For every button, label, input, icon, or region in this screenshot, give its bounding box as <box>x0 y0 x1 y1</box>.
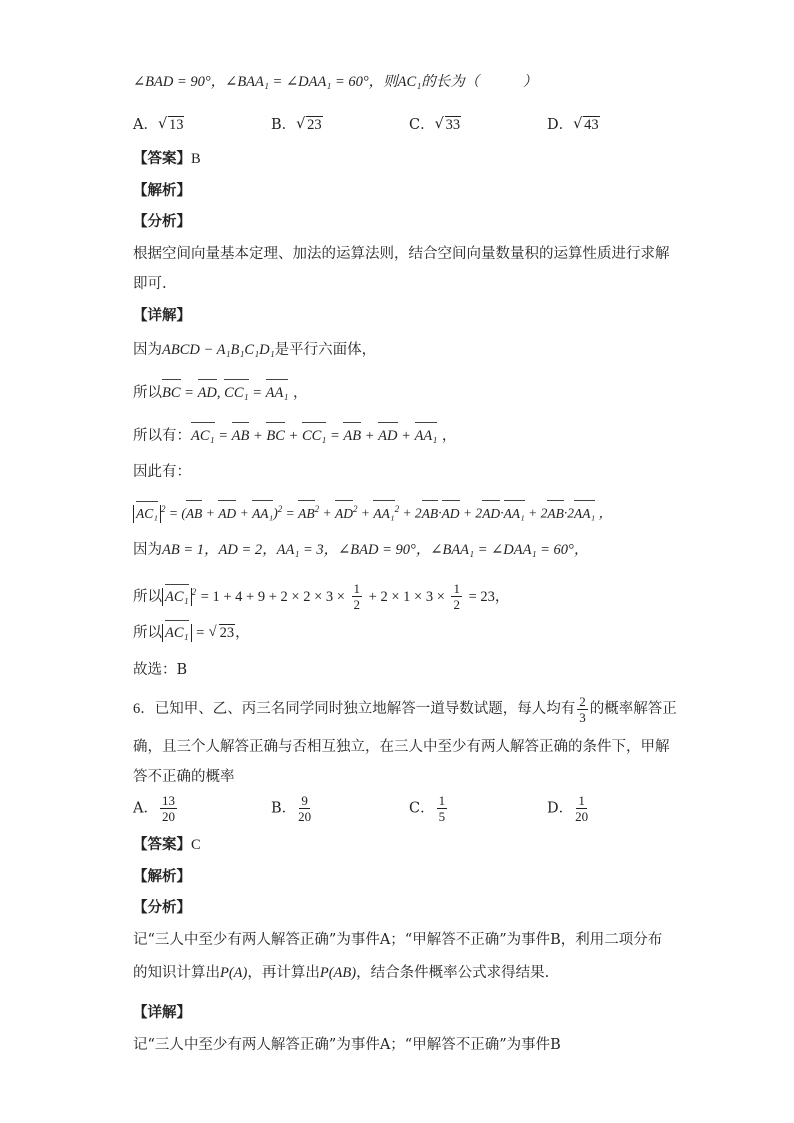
q5-option-c[interactable]: C．√ 33 <box>409 113 461 134</box>
q6-stem-line-2: 确，且三个人解答正确与否相互独立，在三人中至少有两人解答正确的条件下，甲解 <box>133 739 670 755</box>
q6-option-a[interactable]: A． $\frac{13}{20}$ <box>133 793 175 824</box>
q5-answer: 【答案】B <box>133 150 201 167</box>
q5-detail-2: 所以BC = AD, CC₁ = AA₁ ， <box>133 385 308 401</box>
q6-option-b[interactable]: B． $\frac{9}{20}$ <box>271 793 312 824</box>
q6-fenxi-line-2: 的知识计算出P(A)，再计算出P(AB)，结合条件概率公式求得结果. <box>133 965 550 981</box>
fraction-half: $\frac{1}{2}$ <box>353 581 361 613</box>
q5-detail-4: 因此有： <box>133 464 191 480</box>
q5-fenxi-label: 【分析】 <box>133 213 191 230</box>
q5-detail-7: 所以 AC₁ $^2$ = 1 + 4 + 9 + 2 × 2 × 3 × $\frac{1}{2}$ + 2 × 1 × 3 × $\frac{1}{2}$ = 23， <box>133 581 510 613</box>
q6-answer: 【答案】C <box>133 836 201 853</box>
q5-detail-6: 因为AB = 1，AD = 2，AA₁ = 3，∠BAD = 90°，∠BAA₁ = ∠DAA₁ = 60°， <box>133 542 589 558</box>
q5-detail-5-expansion: AC₁ $^2$ = (AB + AD + $AA_1)^2 = AB^2 + AD^2 + AA_1^2 + 2AB\cdot AD + 2AD\cdot AA_1 + 2AB\cdot 2AA_1$ ， <box>133 499 612 524</box>
q6-fenxi-label: 【分析】 <box>133 899 191 916</box>
q5-detail-8: 所以 AC₁ = √ 23， <box>133 623 250 643</box>
fraction-half: $\frac{1}{2}$ <box>453 581 460 613</box>
q5-fenxi-line-1: 根据空间向量基本定理、加法的运算法则，结合空间向量数量积的运算性质进行求解 <box>133 246 670 262</box>
q5-option-b[interactable]: B．√ 23 <box>271 113 323 134</box>
q5-stem-continuation: ∠BAD = 90°，∠BAA₁ = ∠DAA₁ = 60°，则AC₁的长为（ ） <box>133 74 538 90</box>
q5-option-a[interactable]: A．√ 13 <box>133 113 184 134</box>
q6-detail-label: 【详解】 <box>133 1004 191 1021</box>
q6-stem-line-3: 答不正确的概率 <box>133 769 235 785</box>
q5-detail-3: 所以有：AC₁ = AB + BC + CC₁ = AB + AD + AA₁ ， <box>133 428 457 444</box>
q6-option-d[interactable]: D． $\frac{1}{20}$ <box>547 793 589 824</box>
q5-detail-1: 因为ABCD − A₁B₁C₁D₁是平行六面体， <box>133 342 377 358</box>
q5-detail-9: 故选：B <box>133 662 188 678</box>
q5-detail-label: 【详解】 <box>133 307 191 324</box>
q5-fenxi-line-2: 即可. <box>133 276 167 292</box>
q6-option-c[interactable]: C． $\frac{1}{5}$ <box>409 793 446 824</box>
q6-probability-fraction: $\frac{2}{3}$ <box>579 693 586 725</box>
q6-fenxi-line-1: 记“三人中至少有两人解答正确”为事件A；“甲解答不正确”为事件B，利用二项分布 <box>133 932 663 948</box>
q6-analysis-label: 【解析】 <box>133 868 191 885</box>
q6-detail-1: 记“三人中至少有两人解答正确”为事件A；“甲解答不正确”为事件B <box>133 1037 561 1053</box>
q5-analysis-label: 【解析】 <box>133 182 191 199</box>
q6-stem-line-1: 6．已知甲、乙、丙三名同学同时独立地解答一道导数试题，每人均有 $\frac{2}{3}$ 的概率解答正 <box>133 693 677 725</box>
q5-option-d[interactable]: D．√ 43 <box>547 113 600 134</box>
